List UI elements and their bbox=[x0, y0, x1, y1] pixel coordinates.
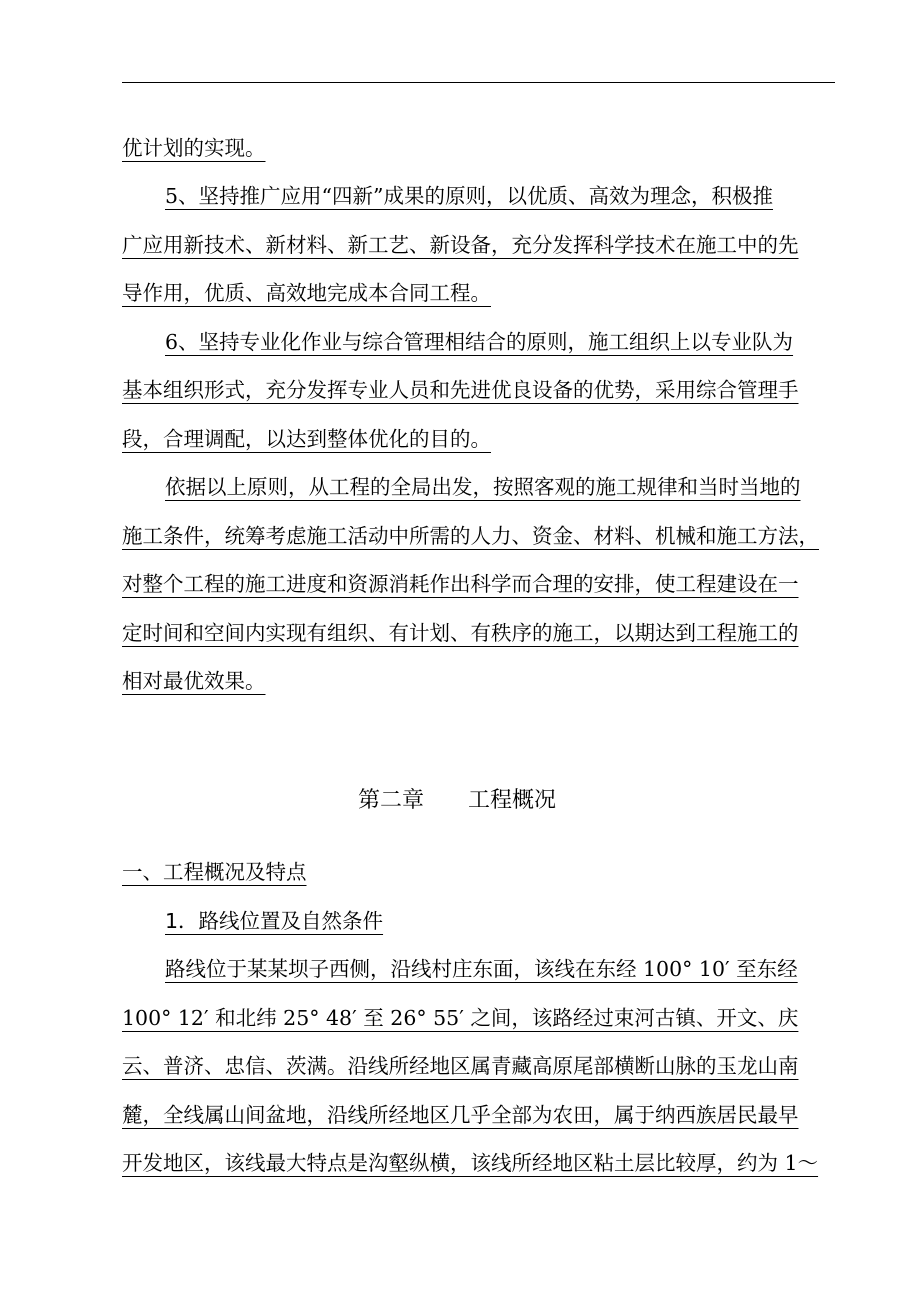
text-line: 导作用，优质、高效地完成本合同工程。 bbox=[122, 281, 491, 305]
chapter-title bbox=[358, 786, 556, 816]
chapter-number: 第二章 bbox=[358, 788, 425, 813]
text-line: 云、普济、忠信、茨满。沿线所经地区属青藏高原尾部横断山脉的玉龙山南 bbox=[122, 1054, 799, 1078]
text-line: 开发地区，该线最大特点是沟壑纵横，该线所经地区粘土层比较厚，约为 1～ bbox=[122, 1151, 819, 1175]
text-line: 施工条件，统筹考虑施工活动中所需的人力、资金、材料、机械和施工方法， bbox=[122, 524, 819, 548]
text-line: 基本组织形式，充分发挥专业人员和先进优良设备的优势，采用综合管理手 bbox=[122, 378, 799, 402]
text-line: 广应用新技术、新材料、新工艺、新设备，充分发挥科学技术在施工中的先 bbox=[122, 233, 799, 257]
subsection-heading: 1．路线位置及自然条件 bbox=[165, 909, 384, 933]
chapter-name: 工程概况 bbox=[468, 788, 557, 813]
text-line: 段，合理调配，以达到整体优化的目的。 bbox=[122, 427, 491, 451]
text-line: 对整个工程的施工进度和资源消耗作出科学而合理的安排，使工程建设在一 bbox=[122, 572, 799, 596]
text-line: 相对最优效果。 bbox=[122, 669, 266, 693]
text-line: 依据以上原则，从工程的全局出发，按照客观的施工规律和当时当地的 bbox=[165, 475, 801, 499]
section-heading: 一、工程概况及特点 bbox=[122, 860, 307, 884]
text-line: 路线位于某某坝子西侧，沿线村庄东面，该线在东经 100° 10′ 至东经 bbox=[165, 957, 798, 981]
header-rule bbox=[122, 82, 835, 83]
text-line: 优计划的实现。 bbox=[122, 136, 266, 160]
text-line: 麓，全线属山间盆地，沿线所经地区几乎全部为农田，属于纳西族居民最早 bbox=[122, 1103, 799, 1127]
text-line: 6、坚持专业化作业与综合管理相结合的原则，施工组织上以专业队为 bbox=[165, 330, 794, 354]
text-line: 定时间和空间内实现有组织、有计划、有秩序的施工，以期达到工程施工的 bbox=[122, 621, 799, 645]
text-line: 5、坚持推广应用“四新”成果的原则，以优质、高效为理念，积极推 bbox=[165, 184, 774, 208]
text-line: 100° 12′ 和北纬 25° 48′ 至 26° 55′ 之间，该路经过束河古镇、开文、庆 bbox=[122, 1006, 799, 1030]
